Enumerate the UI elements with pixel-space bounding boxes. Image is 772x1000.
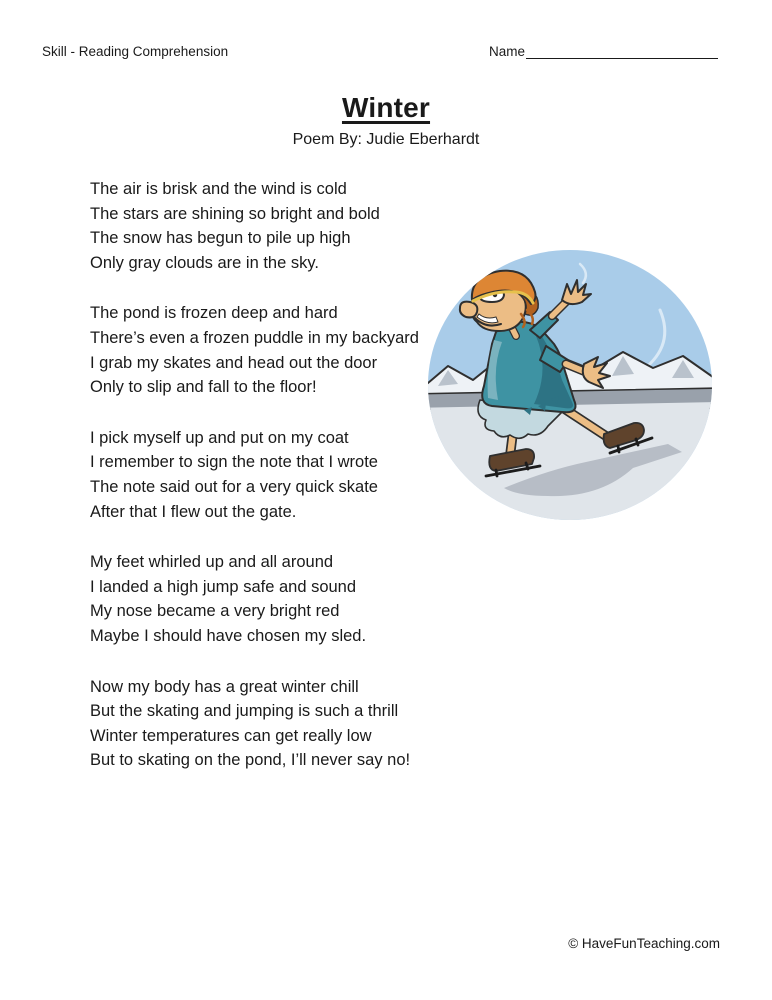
poem-line: I landed a high jump safe and sound [90,577,357,596]
poem-stanza [90,177,460,275]
poem-title: Winter [341,92,431,123]
poem-byline: Poem By: Judie Eberhardt [292,131,480,148]
poem-line: Only gray clouds are in the sky. [90,253,319,272]
winter-skater-illustration [428,250,712,520]
nose [460,302,477,318]
poem-line: My feet whirled up and all around [90,553,334,572]
page-footer [568,936,720,951]
poem-line: The air is brisk and the wind is cold [90,180,347,198]
poem-line: The stars are shining so bright and bold [90,204,380,223]
skater-clipart-svg [428,250,712,520]
poem-line: I grab my skates and head out the door [90,353,378,372]
poem-text [90,177,460,799]
poem-line: I pick myself up and put on my coat [90,428,349,447]
poem-line: My nose became a very bright red [90,602,340,621]
poem-line: Now my body has a great winter chill [90,677,359,696]
poem-line: The pond is frozen deep and hard [90,304,338,323]
poem-line: I remember to sign the note that I wrote [90,453,378,472]
poem-line: Maybe I should have chosen my sled. [90,626,367,645]
poem-line: The snow has begun to pile up high [90,229,351,248]
poem-line: There’s even a frozen puddle in my backyard [90,328,419,347]
name-blank-line [526,44,718,59]
poem-line: After that I flew out the gate. [90,502,297,521]
poem-line: Winter temperatures can get really low [90,726,372,745]
copyright: © HaveFunTeaching.com [568,936,720,951]
frozen-pond-ice [428,402,712,520]
poem-line: Only to slip and fall to the floor! [90,378,317,397]
title-block [0,92,772,149]
page-header [42,44,718,59]
poem-stanza [90,550,460,648]
poem-stanza [90,675,460,773]
name-label: Name [488,44,525,59]
poem-line: But the skating and jumping is such a thrill [90,702,399,721]
poem-stanza [90,301,460,399]
skill-label: Skill - Reading Comprehension [42,44,229,59]
name-area [489,44,718,59]
poem-line: The note said out for a very quick skate [90,477,378,496]
poem-line: But to skating on the pond, I’ll never say no! [90,751,411,770]
poem-stanza [90,426,460,524]
